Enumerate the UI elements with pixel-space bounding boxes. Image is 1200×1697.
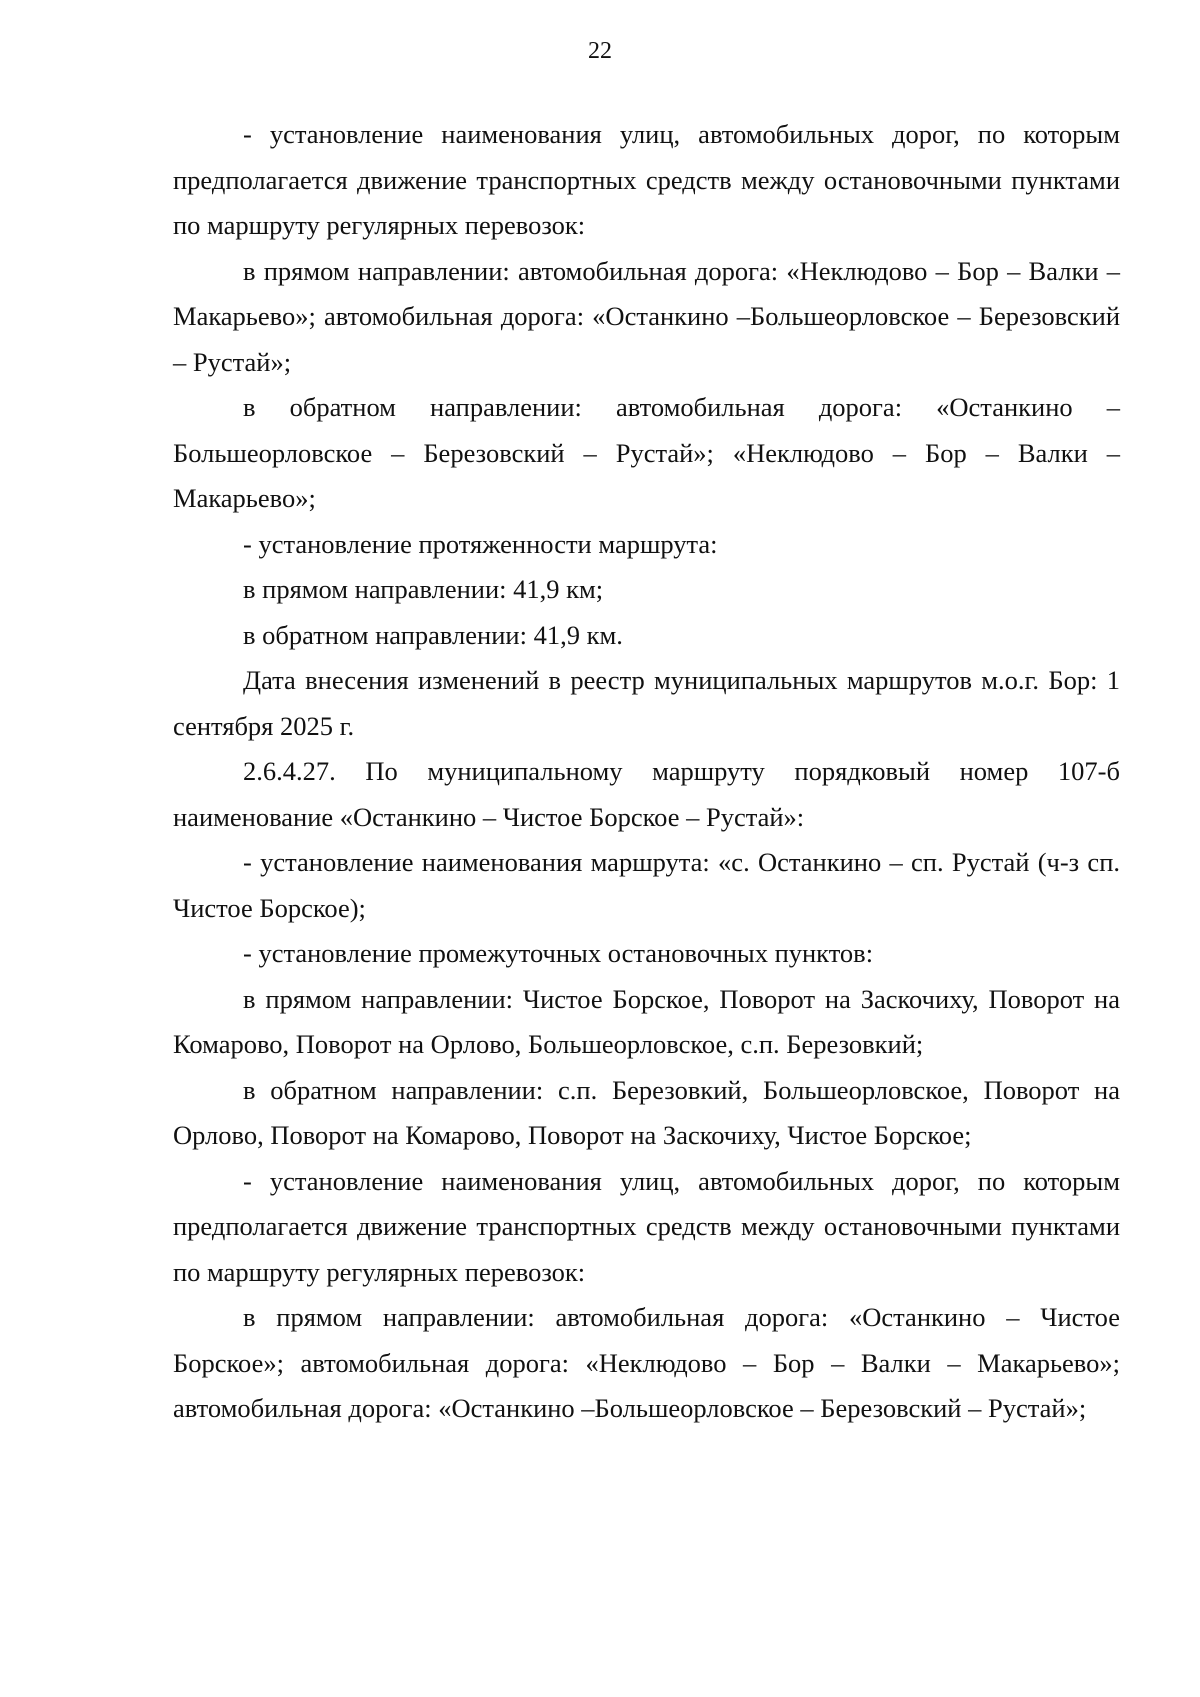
page-number: 22 bbox=[588, 38, 612, 64]
paragraph-stops-forward: в прямом направлении: Чистое Борское, Поворот на Заскочиху, Поворот на Комарово, Поворот на Орлово, Большеорловское, с.п. Березовкий; bbox=[173, 983, 1120, 1059]
paragraph-reverse-roads-1: в обратном направлении: автомобильная дорога: «Останкино –Большеорловское – Березовский – Рустай»; «Неклюдово – Бор – Валки – Макарьево»; bbox=[173, 392, 1120, 513]
paragraph-length-heading: - установление протяженности маршрута: bbox=[243, 528, 718, 559]
paragraph-registry-date: Дата внесения изменений в реестр муниципальных маршрутов м.о.г. Бор: 1 сентября 2025 г. bbox=[173, 665, 1120, 741]
paragraph-stops-reverse: в обратном направлении: с.п. Березовкий, Большеорловское, Поворот на Орлово, Поворот на Комарово, Поворот на Заскочиху, Чистое Борское; bbox=[173, 1074, 1120, 1150]
paragraph-forward-roads-1: в прямом направлении: автомобильная дорога: «Неклюдово – Бор – Валки – Макарьево»; автомобильная дорога: «Останкино –Большеорловское – Березовский – Рустай»; bbox=[173, 255, 1120, 377]
paragraph-length-reverse: в обратном направлении: 41,9 км. bbox=[243, 619, 623, 650]
paragraph-length-forward: в прямом направлении: 41,9 км; bbox=[243, 574, 604, 604]
paragraph-forward-roads-2: в прямом направлении: автомобильная дорога: «Останкино – Чистое Борское»; автомобильная дорога: «Неклюдово – Бор – Валки – Макарьево»; автомобильная дорога: «Останкино –Большеорловское – Березовский – Рустай»; bbox=[173, 1302, 1120, 1423]
document-body bbox=[173, 112, 1120, 1432]
paragraph-route-name: - установление наименования маршрута: «с. Останкино – сп. Рустай (ч-з сп. Чистое Борское); bbox=[173, 847, 1120, 923]
paragraph-streets-2: - установление наименования улиц, автомобильных дорог, по которым предполагается движение транспортных средств между остановочными пунктами по маршруту регулярных перевозок: bbox=[173, 1165, 1120, 1287]
paragraph-streets-1: - установление наименования улиц, автомобильных дорог, по которым предполагается движение транспортных средств между остановочными пунктами по маршруту регулярных перевозок: bbox=[173, 119, 1120, 240]
paragraph-stops-heading: - установление промежуточных остановочных пунктов: bbox=[243, 938, 874, 968]
paragraph-route-section: 2.6.4.27. По муниципальному маршруту порядковый номер 107-б наименование «Останкино – Чистое Борское – Рустай»: bbox=[173, 756, 1120, 832]
